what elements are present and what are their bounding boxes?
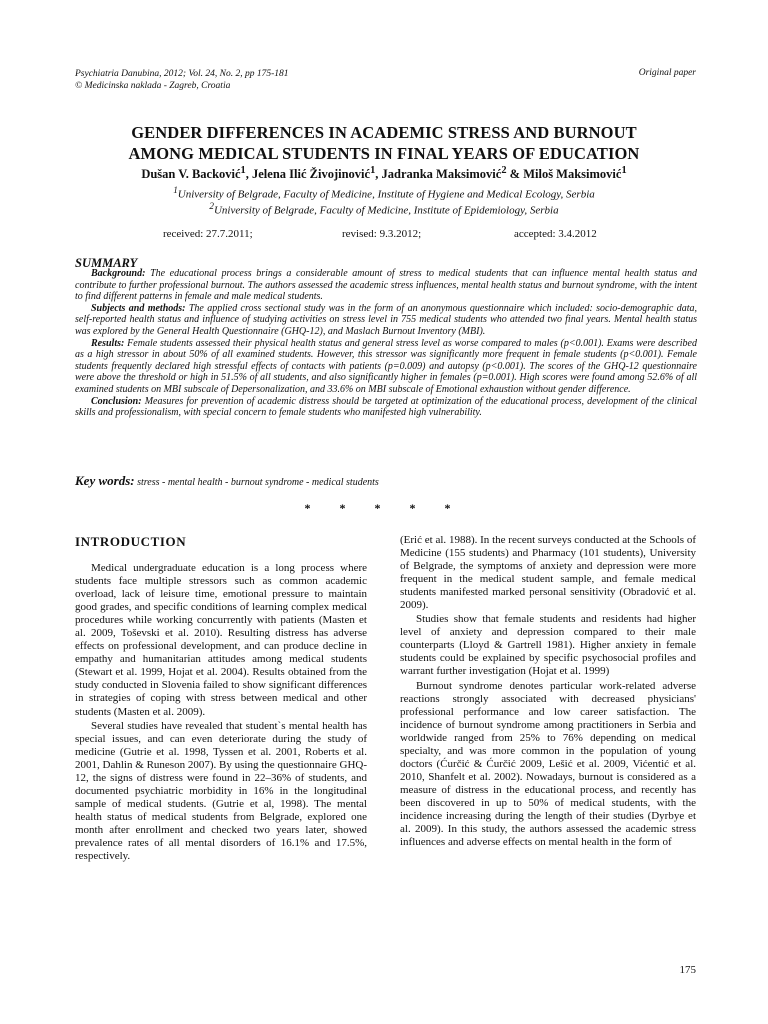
keywords-text: stress - mental health - burnout syndrome - medical students — [137, 477, 379, 488]
author-1-affiliation-mark: 1 — [240, 165, 246, 176]
affiliation-1-text: University of Belgrade, Faculty of Medicine, Institute of Hygiene and Medical Ecology, Serbia — [177, 188, 595, 201]
page-number: 175 — [679, 964, 696, 976]
journal-reference — [75, 68, 288, 92]
keywords-label: Key words: — [75, 473, 135, 488]
abstract-methods — [75, 303, 697, 338]
revised-date: revised: 9.3.2012; — [342, 228, 422, 240]
intro-paragraph-1: Medical undergraduate education is a long process where students face multiple stressors such as common academic overload, lack of leisure time, emotional pressure to maintain good grades, and specific conditions of learning complex medical procedures while working concurrently with patients (Masten et al. 2009, Toševski et al. 2010). Resulting distress has adverse effects on professional development, and can produce decline in empathy and humanitarian attitudes among medical students (Stewart et al. 1999, Hojat et al. 2004). Results obtained from the study conducted in Slovenia failed to show significant differences in strategies of coping with stress between medical and other students (Masten et al. 2009). — [75, 562, 367, 718]
intro-paragraph-4: Burnout syndrome denotes particular work-related adverse reactions strongly associated with decreased physicians' professional performance and low career satisfaction. The incidence of burnout syndrome among practitioners in Serbia and worldwide ranged from 25% to 76% depending on medical specialty, and was more common in the population of young doctors (Ćurčić & Ćurčić 2009, Lešić et al. 2009, Vićentić et al. 2010, Shanfelt et al. 2002). Nowadays, burnout is considered as a measure of distress in the educational process, and recently has been discovered in up to 50% of medical students, with the incidence increasing during the length of their studies (Dyrbye et al. 2009). In this study, the authors assessed the academic stress influences and adverse effects on mental health in the form of — [400, 679, 696, 849]
paper-type: Original paper — [638, 68, 696, 78]
intro-paragraph-3: Studies show that female students and residents had higher level of anxiety and depression compared to their male counterparts (Lloyd & Gartrell 1981). Higher anxiety in female students could be explained by specific psychosocial profiles and warrant further investigation (Hojat et al. 1999) — [400, 613, 696, 678]
author-3: Jadranka Maksimović — [381, 167, 502, 182]
results-text: Female students assessed their physical health status and general stress level as worse compared to males (p<0.001). Exams were described as a high stressor in about 50% of all examined students. However, this stressor was significantly more frequent in female students (p<0.001). Female students frequently declared high stressful effects of contacts with patients (p=0.009) and autopsy (p<0.001). The scores of the GHQ-12 questionnaire were above the threshold or high in 51.5% of all students, and also significantly higher in females (p=0.001). High scores were found among 52.6% of all examined students on MBI subscale of Depersonalization, and 33.6% on MBI subscale of Emotional exhaustion without gender difference. — [75, 337, 697, 395]
keywords — [75, 473, 379, 489]
accepted-date: accepted: 3.4.2012 — [514, 228, 597, 240]
paper-title — [60, 122, 708, 164]
affiliation-1-mark: 1 — [173, 185, 178, 195]
left-column — [75, 534, 367, 864]
abstract-conclusion — [75, 396, 697, 419]
introduction-heading: INTRODUCTION — [75, 534, 187, 549]
affiliation-2 — [60, 201, 708, 217]
background-label: Background: — [91, 268, 146, 279]
background-text: The educational process brings a considerable amount of stress to medical students that can influence mental health status and contribute to further professional burnout. The authors assessed the academic stress influences, mental health status and burnout syndrome, with the intent to find different patterns in female and male medical students. — [75, 268, 698, 303]
conclusion-label: Conclusion: — [91, 395, 142, 407]
section-separator: * * * * * — [304, 501, 464, 515]
abstract — [75, 268, 697, 419]
publisher-line: © Medicinska naklada - Zagreb, Croatia — [75, 81, 231, 91]
title-line-2: AMONG MEDICAL STUDENTS IN FINAL YEARS OF EDUCATION — [128, 144, 640, 163]
right-column — [400, 534, 696, 850]
summary-heading: SUMMARY — [75, 256, 138, 270]
author-4: Miloš Maksimović — [523, 167, 622, 182]
intro-paragraph-2-continued: (Erić et al. 1988). In the recent surveys conducted at the Schools of Medicine (155 students) and Pharmacy (101 students), University of Belgrade, the symptoms of anxiety and depression were more frequent in the medical student sample, and female medical students manifested marked personal sensitivity (Obradović et al. 2009). — [400, 534, 696, 612]
affiliation-2-text: University of Belgrade, Faculty of Medicine, Institute of Epidemiology, Serbia — [213, 204, 559, 217]
methods-label: Subjects and methods: — [91, 302, 186, 314]
author-4-affiliation-mark: 1 — [621, 165, 627, 176]
author-list: Dušan V. Backović$^1$, Jelena Ilić Živojinović$^1$, Jadranka Maksimović$^2$ & Miloš Maksimović$^1$ — [141, 165, 627, 182]
affiliation-2-mark: 2 — [209, 201, 214, 211]
title-line-1: GENDER DIFFERENCES IN ACADEMIC STRESS AND BURNOUT — [131, 123, 637, 142]
abstract-results — [75, 338, 697, 396]
author-2: Jelena Ilić Živojinović — [252, 167, 371, 182]
journal-citation: Psychiatria Danubina, 2012; Vol. 24, No. 2, pp 175-181 — [75, 69, 289, 79]
methods-text: The applied cross sectional study was in the form of an anonymous questionnaire which included: socio-demographic data, self-reported health status and influence of studying activities on stress level in 755 medical students who attended two final years. Mental health status was explored by the General Health Questionnaire (GHQ-12), and Maslach Burnout Inventory (MBI). — [75, 302, 697, 337]
author-3-affiliation-mark: 2 — [501, 165, 507, 176]
author-2-affiliation-mark: 1 — [370, 165, 376, 176]
abstract-background — [75, 268, 697, 303]
intro-paragraph-2: Several studies have revealed that student`s mental health has special issues, and can even deteriorate during the study of medicine (Gutrie et al. 1998, Tyssen et al. 2001, Roberts et al. 2001, Dahlin & Runeson 2007). By using the questionnaire GHQ-12, the signs of distress were found in 22–36% of students, and documented psychiatric morbidity in 16% in the longitudinal sample of medical students. (Gutrie et al, 1998). The mental health status of medical students from Belgrade, explored one month after enrollment and checked two years later, showed prevalence rates of all mental disorders of 16.1% and 17.5%, respectively. — [75, 719, 367, 863]
author-1: Dušan V. Backović — [141, 167, 241, 182]
conclusion-text: Measures for prevention of academic distress should be targeted at optimization of the educational process, development of the clinical skills and professionalism, with special concern to female students who manifested high vulnerability. — [75, 395, 698, 419]
affiliation-1 — [60, 185, 708, 201]
received-date: received: 27.7.2011; — [163, 228, 253, 240]
results-label: Results: — [91, 337, 125, 349]
